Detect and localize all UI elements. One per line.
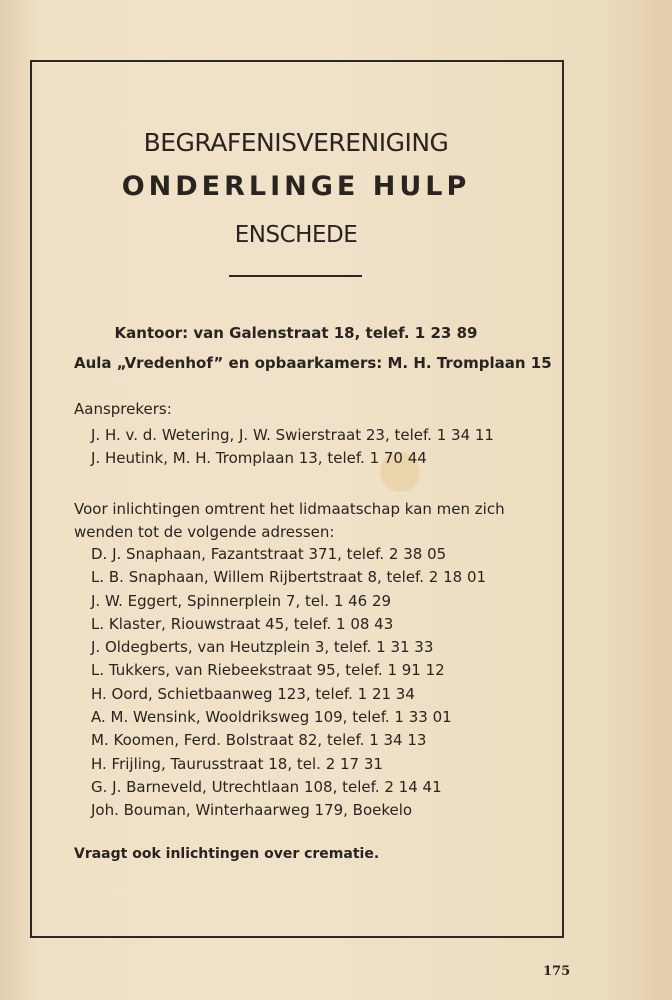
speakers-label: Aansprekers: (74, 400, 172, 418)
address-item: L. Klaster, Riouwstraat 45, telef. 1 08 43 (91, 614, 394, 633)
address-item: J. Oldegberts, van Heutzplein 3, telef. 1 31 33 (91, 638, 434, 657)
address-item: H. Frijling, Taurusstraat 18, tel. 2 17 31 (91, 754, 383, 773)
page-number: 175 (543, 964, 571, 979)
heading-city: ENSCHEDE (234, 222, 358, 248)
divider-rule (229, 275, 362, 277)
aula-address: Aula „Vredenhof” en opbaarkamers: M. H. Tromplaan 15 (74, 354, 552, 372)
office-address: Kantoor: van Galenstraat 18, telef. 1 23 89 (114, 324, 478, 342)
address-list (91, 543, 486, 823)
address-item: A. M. Wensink, Wooldriksweg 109, telef. 1 33 01 (91, 708, 452, 727)
heading-association: BEGRAFENISVERENIGING (143, 128, 449, 157)
membership-info: Voor inlichtingen omtrent het lidmaatschap kan men zich wenden tot de volgende adressen: (74, 500, 505, 541)
address-item: L. Tukkers, van Riebeekstraat 95, telef. 1 91 12 (91, 661, 445, 680)
address-item: J. W. Eggert, Spinnerplein 7, tel. 1 46 29 (91, 591, 392, 610)
address-item: M. Koomen, Ferd. Bolstraat 82, telef. 1 34 13 (91, 731, 427, 750)
cremation-note: Vraagt ook inlichtingen over crematie. (74, 846, 380, 862)
speaker-item: J. H. v. d. Wetering, J. W. Swierstraat 23, telef. 1 34 11 (91, 426, 494, 444)
address-item: G. J. Barneveld, Utrechtlaan 108, telef. 2 14 41 (91, 777, 442, 796)
heading-name: ONDERLINGE HULP (121, 171, 471, 202)
address-item: Joh. Bouman, Winterhaarweg 179, Boekelo (91, 801, 413, 820)
address-item: D. J. Snaphaan, Fazantstraat 371, telef. 2 38 05 (91, 545, 447, 563)
address-item: L. B. Snaphaan, Willem Rijbertstraat 8, telef. 2 18 01 (91, 568, 487, 587)
address-item: H. Oord, Schietbaanweg 123, telef. 1 21 34 (91, 684, 415, 703)
speaker-item: J. Heutink, M. H. Tromplaan 13, telef. 1 70 44 (91, 449, 427, 467)
